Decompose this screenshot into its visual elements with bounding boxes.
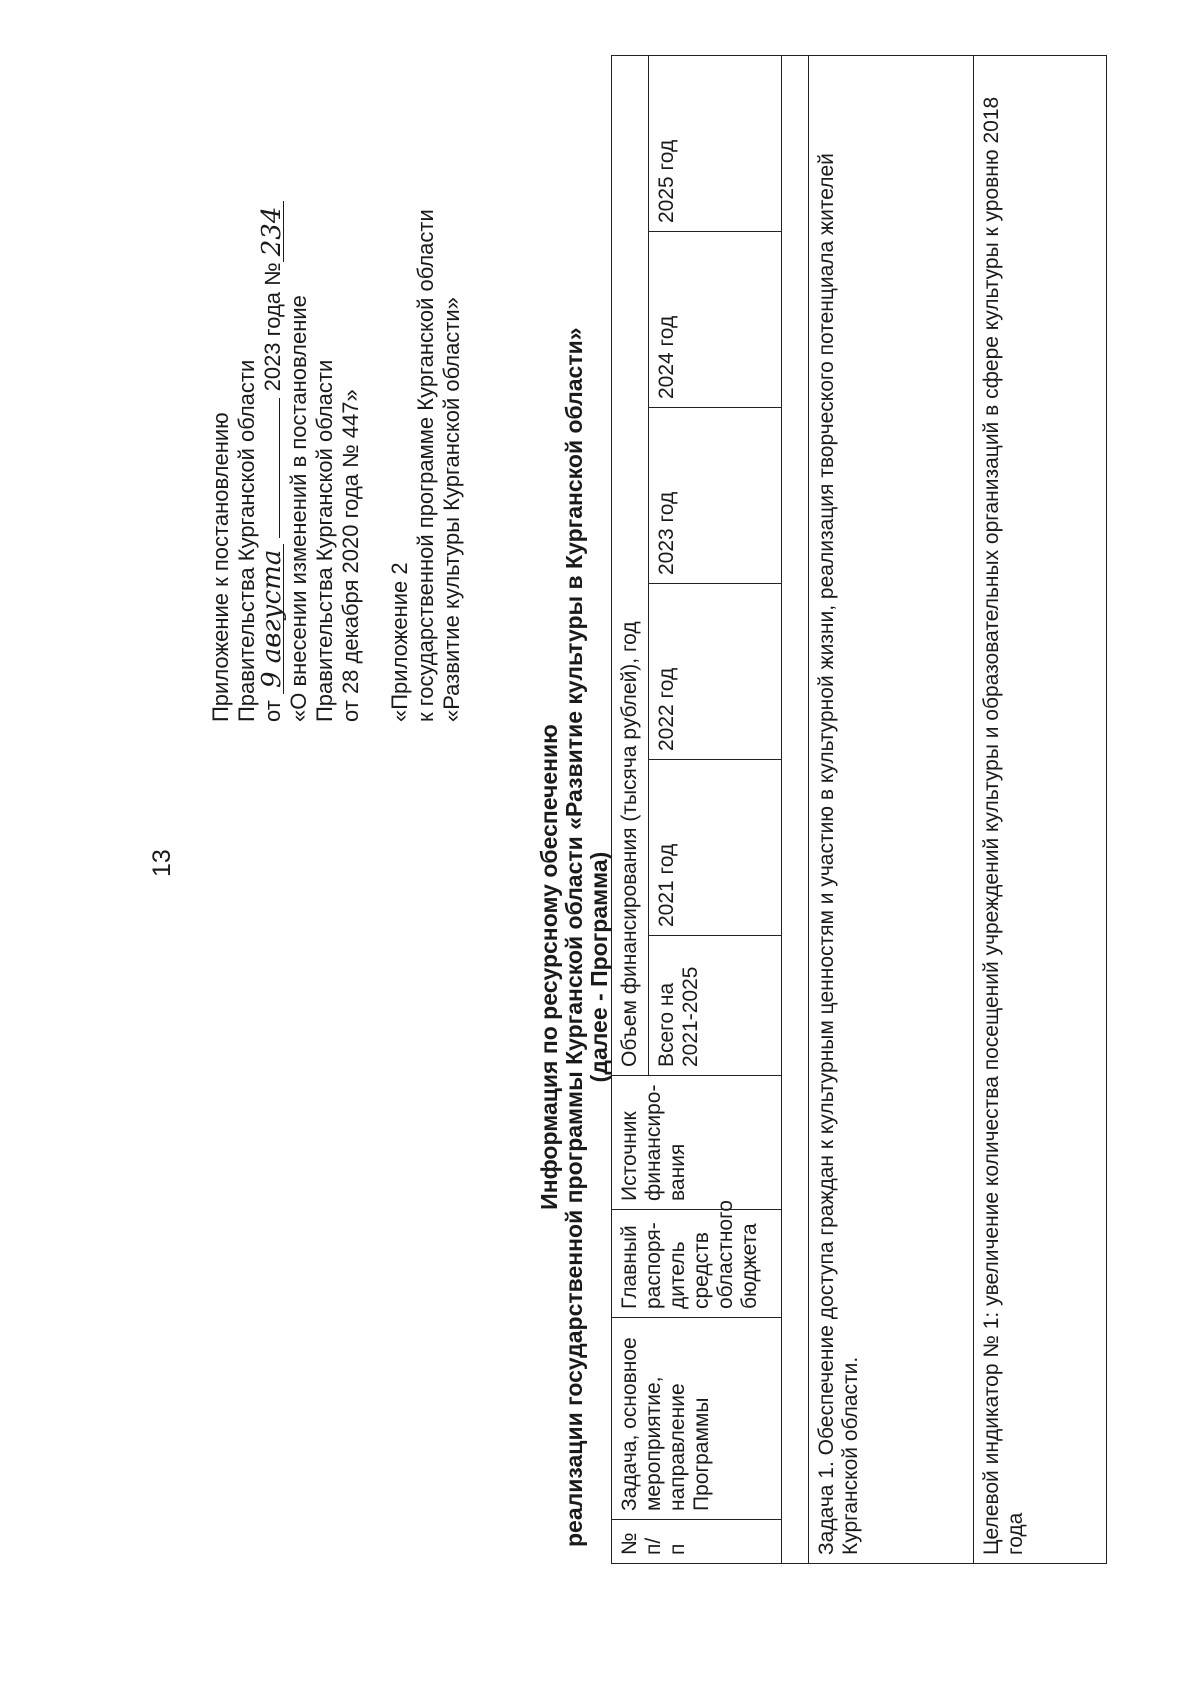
approval-line: Правительства Курганской области [234, 359, 259, 722]
approval-line: Правительства Курганской области [312, 359, 337, 722]
approval-block [208, 22, 364, 722]
funding-table [611, 55, 1107, 1564]
header-cell-source: Источник финансиро-вания [612, 1076, 782, 1210]
appendix-block [387, 162, 465, 722]
title-line: (далее - Программа) [586, 851, 612, 1083]
header-cell-volume: Объем финансирования (тысяча рублей), год [612, 55, 649, 1075]
header-cell-manager: Главный распоря-дитель средств областного бюджета [612, 1210, 782, 1318]
handwritten-date: 9 августа [261, 544, 284, 694]
handwritten-number: 234 [261, 201, 284, 263]
header-cell-year: 2024 год [649, 232, 782, 408]
header-cell-task: Задача, основное мероприятие, направление Программы [612, 1318, 782, 1520]
header-cell-total: Всего на 2021-2025 [649, 936, 782, 1076]
header-cell-year: 2021 год [649, 760, 782, 936]
table-row [782, 55, 809, 1563]
approval-line: Приложение к постановлению [208, 412, 233, 722]
approval-line: «О внесении изменений в постановление [286, 295, 311, 722]
title-line: реализации государственной программы Курганской области «Развитие культуры в Курганской области» [561, 327, 587, 1547]
page-number: 13 [148, 849, 176, 877]
header-row [612, 55, 649, 1563]
approval-date-line [257, 22, 287, 722]
date-prefix: от [260, 700, 285, 722]
header-cell-year: 2023 год [649, 408, 782, 584]
header-cell-year: 2022 год [649, 584, 782, 760]
appendix-line: «Приложение 2 [387, 562, 412, 722]
document-title [536, 327, 612, 1547]
header-cell-year: 2025 год [649, 55, 782, 231]
approval-line: от 28 декабря 2020 года № 447» [338, 389, 363, 722]
year-text: 2023 года № [260, 262, 285, 392]
spacer-cell [782, 55, 809, 1563]
blank-line [279, 398, 280, 538]
table-row [809, 55, 974, 1563]
title-line: Информация по ресурсному обеспечению [536, 724, 562, 1210]
appendix-line: к государственной программе Курганской области «Развитие культуры Курганской области» [413, 209, 464, 722]
header-cell-number: № п/п [612, 1520, 782, 1564]
task-cell: Задача 1. Обеспечение доступа граждан к культурным ценностям и участию в культурной жизни, реализация творческого потенциала жителей Курганской области. [809, 55, 974, 1563]
table-row [974, 55, 1107, 1563]
indicator-cell: Целевой индикатор № 1: увеличение количества посещений учреждений культуры и образовательных организаций в сфере культуры к уровню 2018 года [974, 55, 1107, 1563]
